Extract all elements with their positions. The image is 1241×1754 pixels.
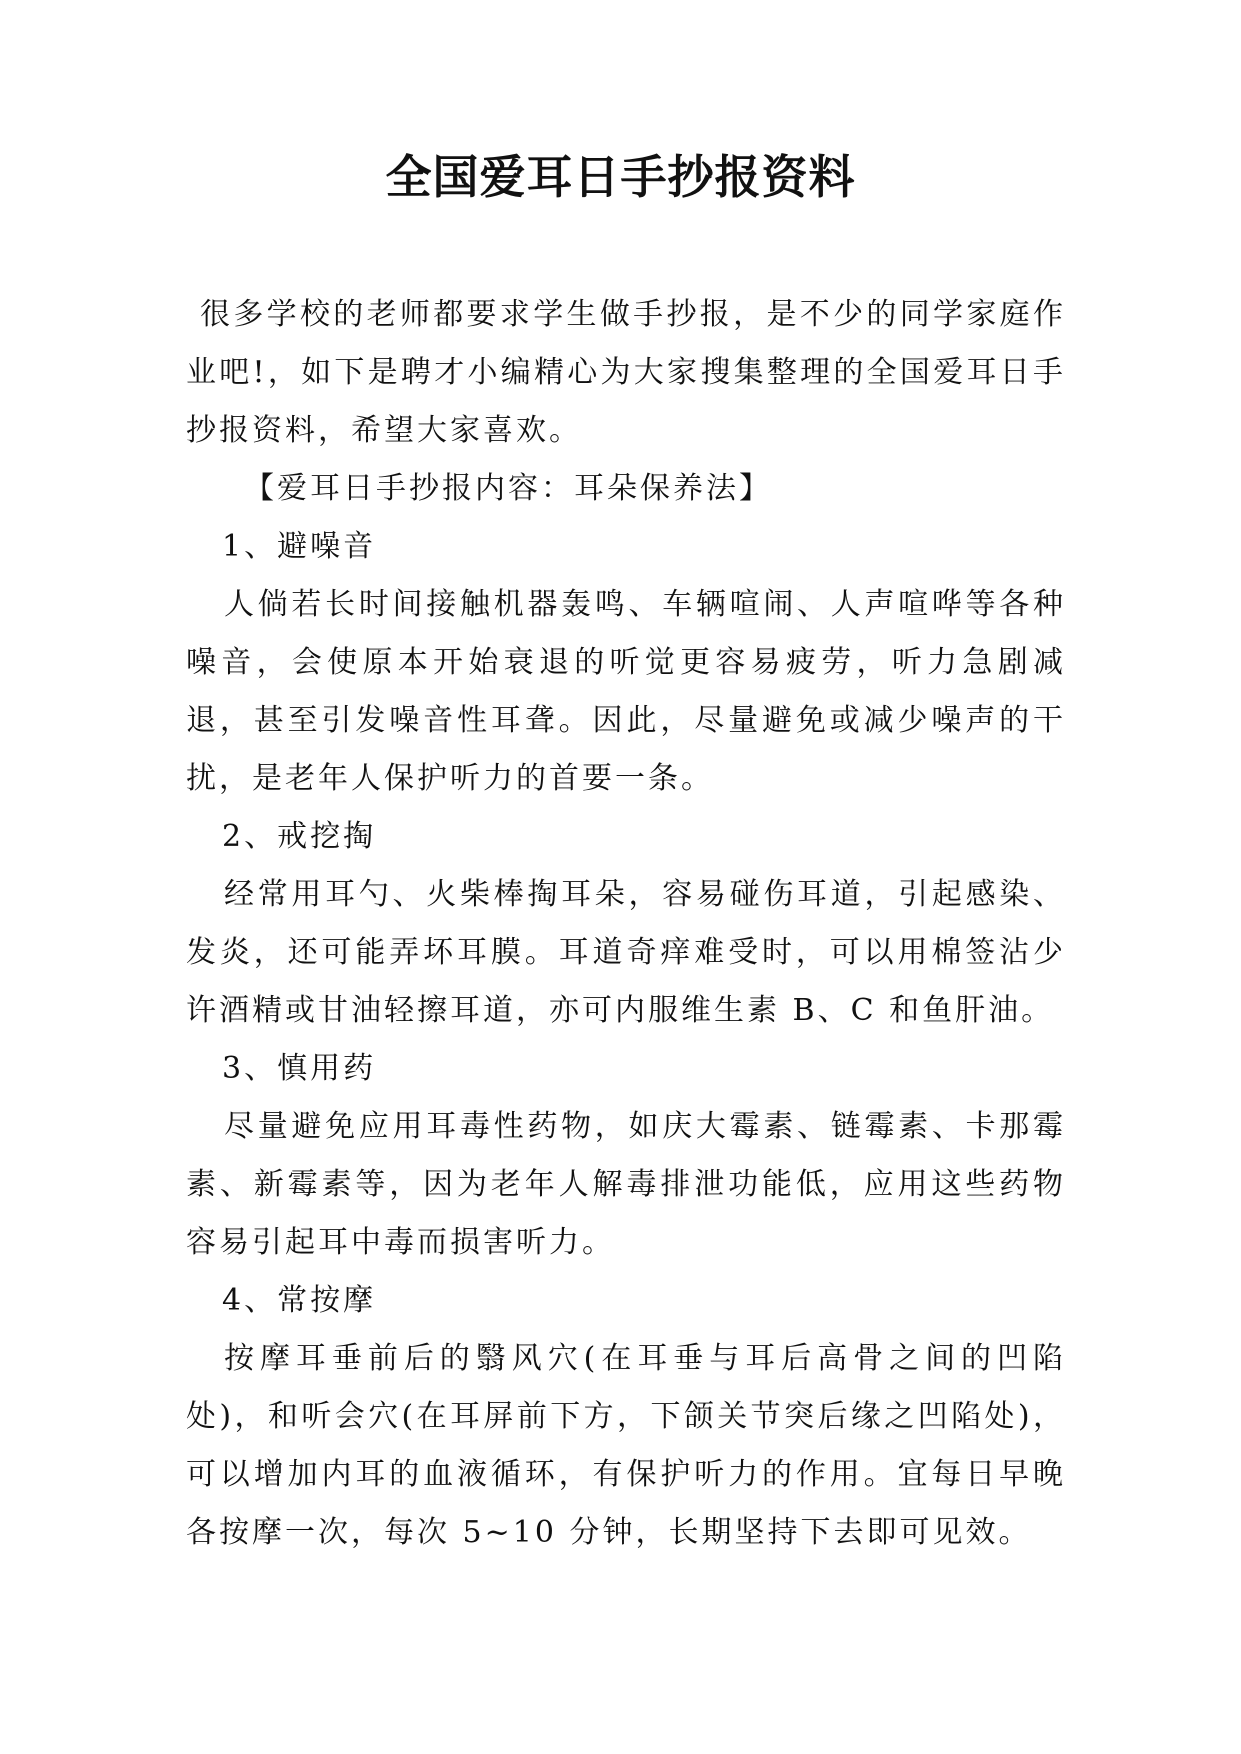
document-body [186, 286, 1066, 1562]
item-body-1: 人倘若长时间接触机器轰鸣、车辆喧闹、人声喧哗等各种噪音，会使原本开始衰退的听觉更容易疲劳，听力急剧减退，甚至引发噪音性耳聋。因此，尽量避免或减少噪声的干扰，是老年人保护听力的首要一条。 [186, 587, 1066, 796]
item-heading-3: 3、慎用药 [222, 1051, 377, 1086]
section-heading: 【爱耳日手抄报内容：耳朵保养法】 [244, 471, 772, 506]
intro-paragraph: 很多学校的老师都要求学生做手抄报，是不少的同学家庭作业吧!，如下是聘才小编精心为大家搜集整理的全国爱耳日手抄报资料，希望大家喜欢。 [186, 297, 1066, 448]
item-heading-2: 2、戒挖掏 [222, 819, 377, 854]
item-heading-1: 1、避噪音 [222, 529, 377, 564]
item-body-3: 尽量避免应用耳毒性药物，如庆大霉素、链霉素、卡那霉素、新霉素等，因为老年人解毒排泄功能低，应用这些药物容易引起耳中毒而损害听力。 [186, 1109, 1066, 1260]
document-title: 全国爱耳日手抄报资料 [385, 150, 856, 204]
item-heading-4: 4、常按摩 [222, 1283, 377, 1318]
item-body-4: 按摩耳垂前后的翳风穴(在耳垂与耳后高骨之间的凹陷处)，和听会穴(在耳屏前下方，下颌关节突后缘之凹陷处)，可以增加内耳的血液循环，有保护听力的作用。宜每日早晚各按摩一次，每次 5~10 分钟，长期坚持下去即可见效。 [186, 1341, 1066, 1550]
item-body-2: 经常用耳勺、火柴棒掏耳朵，容易碰伤耳道，引起感染、发炎，还可能弄坏耳膜。耳道奇痒难受时，可以用棉签沾少许酒精或甘油轻擦耳道，亦可内服维生素 B、C 和鱼肝油。 [186, 877, 1066, 1028]
